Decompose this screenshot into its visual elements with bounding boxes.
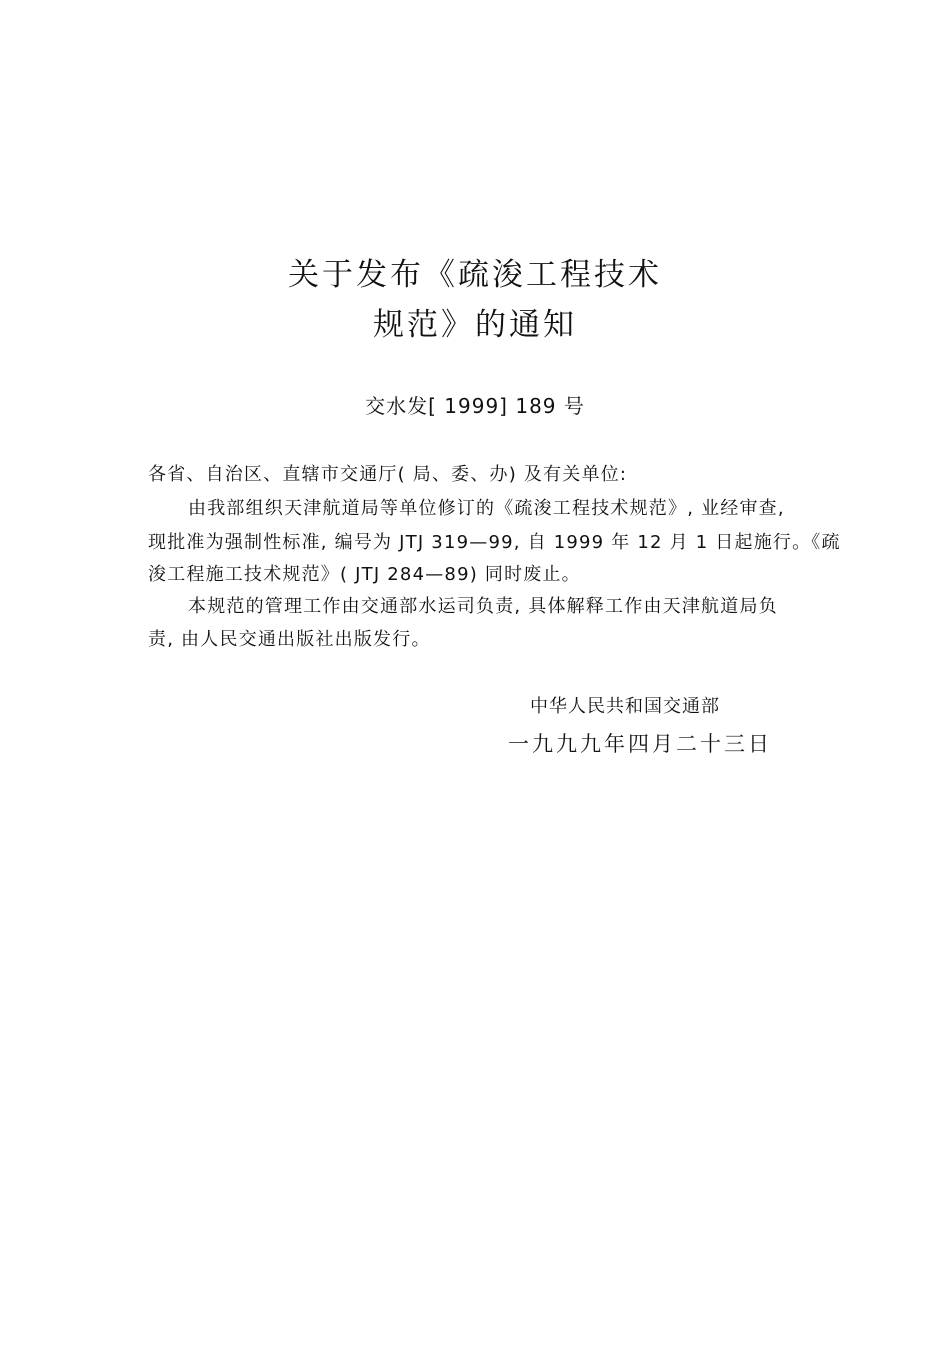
paragraph-1-line-2: 现批准为强制性标准, 编号为 JTJ 319—99, 自 1999 年 12 月 1 日起施行。《疏	[148, 532, 841, 553]
notice-title-line-2: 规范》的通知	[373, 307, 577, 343]
issue-date: 一九九九年四月二十三日	[508, 732, 772, 756]
issuer-signature: 中华人民共和国交通部	[530, 696, 720, 717]
document-number: 交水发[ 1999] 189 号	[365, 394, 585, 418]
paragraph-1-line-3: 浚工程施工技术规范》( JTJ 284—89) 同时废止。	[148, 564, 581, 585]
paragraph-2-line-2: 责, 由人民交通出版社出版发行。	[148, 629, 431, 650]
paragraph-2-line-1: 本规范的管理工作由交通部水运司负责, 具体解释工作由天津航道局负	[188, 596, 778, 617]
salutation: 各省、自治区、直辖市交通厅( 局、委、办) 及有关单位:	[148, 464, 628, 485]
notice-title-line-1: 关于发布《疏浚工程技术	[288, 257, 662, 293]
paragraph-1-line-1: 由我部组织天津航道局等单位修订的《疏浚工程技术规范》, 业经审查,	[188, 498, 785, 519]
